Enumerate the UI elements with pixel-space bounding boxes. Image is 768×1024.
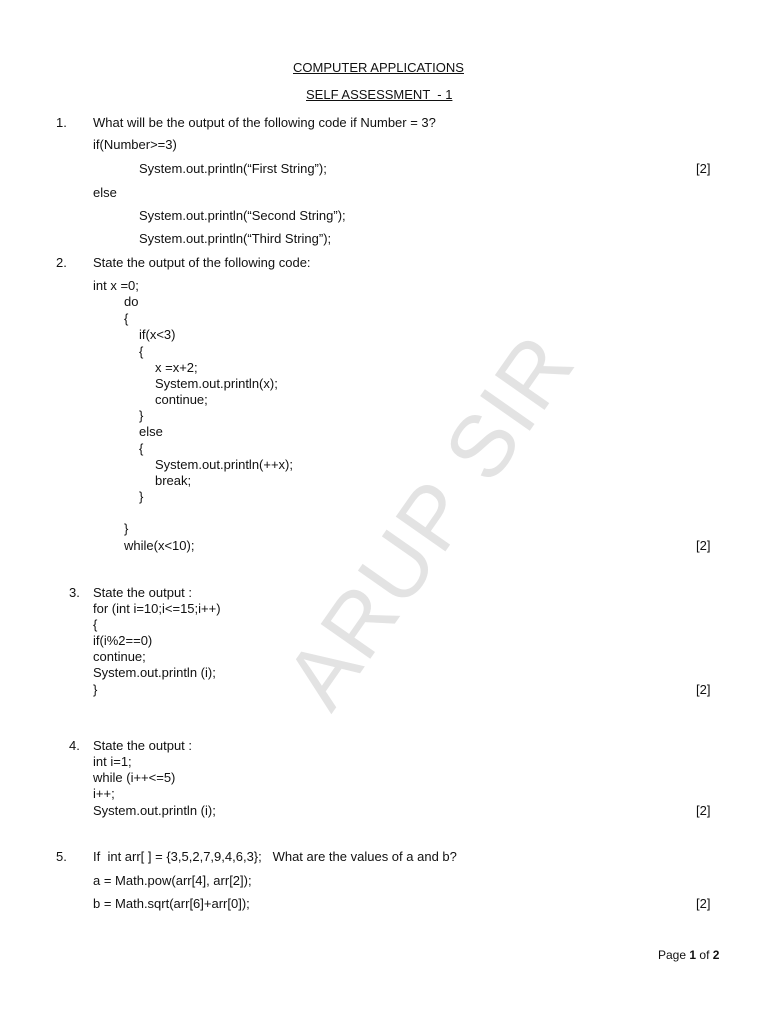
code-line: { [139, 344, 144, 359]
question-prompt: What will be the output of the following code if Number = 3? [93, 115, 436, 130]
code-line: break; [155, 473, 192, 488]
code-line: int i=1; [93, 754, 132, 769]
code-line: else [93, 185, 117, 200]
code-line: else [139, 424, 163, 439]
document-title: COMPUTER APPLICATIONS [293, 60, 464, 75]
code-line: { [139, 441, 144, 456]
code-line: System.out.println(“First String”); [139, 161, 327, 176]
question-marks: [2] [696, 682, 711, 697]
question-prompt: State the output of the following code: [93, 255, 311, 270]
code-line: if(x<3) [139, 327, 176, 342]
question-prompt: State the output : [93, 738, 193, 753]
page-number [658, 948, 719, 962]
code-line: int x =0; [93, 278, 139, 293]
code-line: i++; [93, 786, 115, 801]
code-line: continue; [155, 392, 208, 407]
code-line: } [139, 408, 144, 423]
question-number: 1. [56, 115, 67, 130]
code-line: do [124, 294, 139, 309]
watermark: ARUP SIR [265, 316, 594, 726]
code-line: System.out.println(++x); [155, 457, 293, 472]
current-page: 1 [689, 948, 697, 962]
code-line: System.out.println (i); [93, 665, 216, 680]
code-line: b = Math.sqrt(arr[6]+arr[0]); [93, 896, 250, 911]
code-line: } [139, 489, 144, 504]
code-line: System.out.println(“Third String”); [139, 231, 332, 246]
question-marks: [2] [696, 538, 711, 553]
question-number: 5. [56, 849, 67, 864]
code-line: while (i++<=5) [93, 770, 176, 785]
code-line: while(x<10); [124, 538, 195, 553]
code-line: { [124, 311, 129, 326]
question-marks: [2] [696, 803, 711, 818]
code-line: if(Number>=3) [93, 137, 177, 152]
code-line: } [124, 521, 129, 536]
of-word: of [699, 948, 710, 962]
code-line: System.out.println(“Second String”); [139, 208, 346, 223]
question-number: 2. [56, 255, 67, 270]
code-line: a = Math.pow(arr[4], arr[2]); [93, 873, 252, 888]
total-pages: 2 [712, 948, 720, 962]
question-marks: [2] [696, 161, 711, 176]
code-line: for (int i=10;i<=15;i++) [93, 601, 221, 616]
code-line: continue; [93, 649, 146, 664]
code-line: System.out.println(x); [155, 376, 278, 391]
code-line: x =x+2; [155, 360, 198, 375]
code-line: if(i%2==0) [93, 633, 153, 648]
question-prompt: If int arr[ ] = {3,5,2,7,9,4,6,3}; What are the values of a and b? [93, 849, 457, 864]
question-marks: [2] [696, 896, 711, 911]
question-number: 3. [69, 585, 80, 600]
question-number: 4. [69, 738, 80, 753]
document-subtitle: SELF ASSESSMENT - 1 [306, 87, 453, 102]
question-prompt: State the output : [93, 585, 193, 600]
page-word: Page [658, 948, 687, 962]
code-line: System.out.println (i); [93, 803, 216, 818]
code-line: { [93, 617, 98, 632]
code-line: } [93, 682, 98, 697]
